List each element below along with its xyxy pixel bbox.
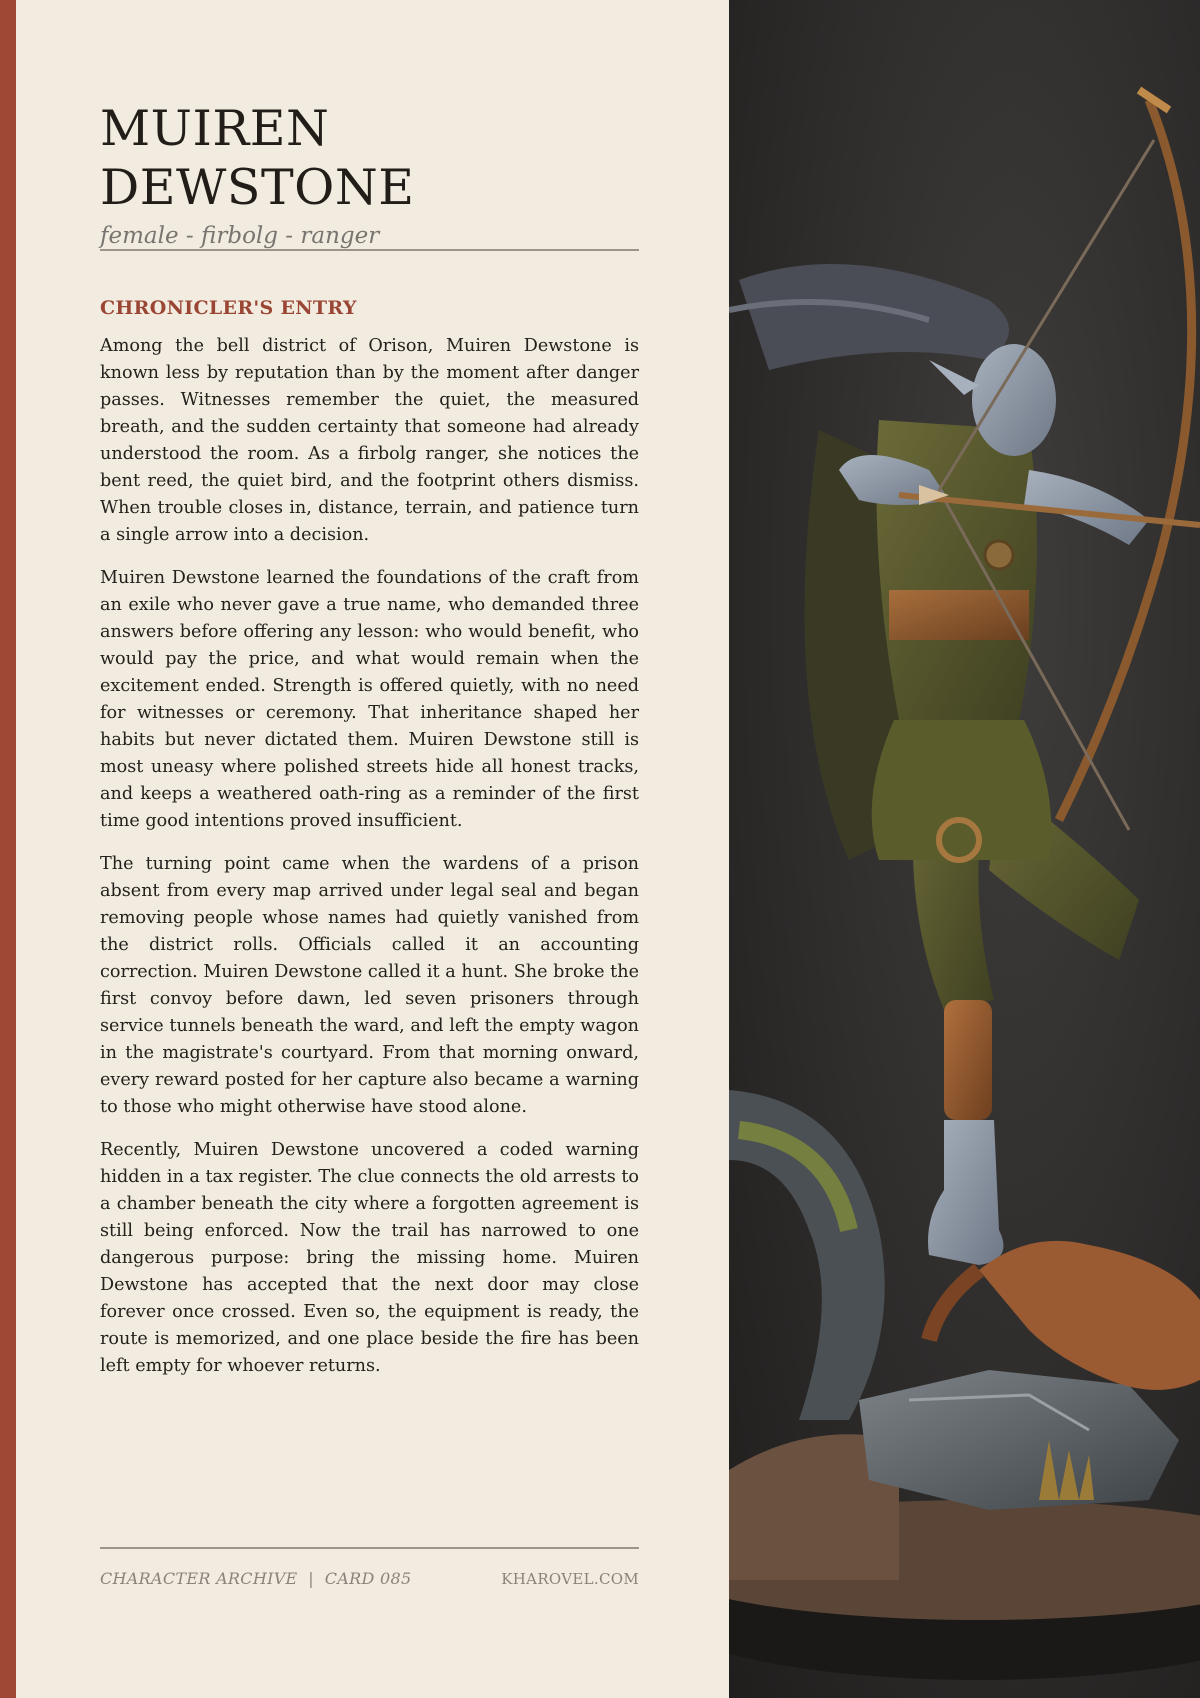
- card-header: [100, 100, 639, 251]
- site-link[interactable]: KHAROVEL.COM: [501, 1570, 639, 1588]
- chronicle-paragraph: The turning point came when the wardens of a prison absent from every map arrived under legal seal and began removing people whose names had quietly vanished from the district rolls. Officials called it an accounting correction. Muiren Dewstone called it a hunt. She broke the first convoy before dawn, led seven prisoners through service tunnels beneath the ward, and left the empty wagon in the magistrate's courtyard. From that morning onward, every reward posted for her capture also became a warning to those who might otherwise have stood alone.: [100, 854, 639, 1117]
- chronicle-paragraph: Recently, Muiren Dewstone uncovered a coded warning hidden in a tax register. The clue connects the old arrests to a chamber beneath the city where a forgotten agreement is still being enforced. Now the trail has narrowed to one dangerous purpose: bring the missing home. Muiren Dewstone has accepted that the next door may close forever once crossed. Even so, the equipment is ready, the route is memorized, and one place beside the fire has been left empty for whoever returns.: [100, 1140, 639, 1376]
- chronicle-section: [100, 297, 639, 1396]
- character-name: MUIREN DEWSTONE: [100, 100, 415, 216]
- text-panel: [16, 0, 729, 1698]
- footer-divider: [100, 1547, 639, 1549]
- card-footer: [100, 1569, 639, 1588]
- archive-label: CHARACTER ARCHIVE | CARD 085: [100, 1569, 412, 1588]
- section-title: CHRONICLER'S ENTRY: [100, 297, 357, 319]
- miniature-illustration: [729, 0, 1200, 1698]
- chronicle-paragraph: Muiren Dewstone learned the foundations of the craft from an exile who never gave a true name, who demanded three answers before offering any lesson: who would benefit, who would pay the price, and what would remain when the excitement ended. Strength is offered quietly, with no need for witnesses or ceremony. That inheritance shaped her habits but never dictated them. Muiren Dewstone still is most uneasy where polished streets hide all honest tracks, and keeps a weathered oath-ring as a reminder of the first time good intentions proved insufficient.: [100, 568, 639, 831]
- character-miniature-image: [729, 0, 1200, 1698]
- accent-bar: [0, 0, 16, 1698]
- character-descriptor: female - firbolg - ranger: [100, 222, 380, 249]
- header-divider: [100, 249, 639, 251]
- chronicle-paragraph: Among the bell district of Orison, Muiren Dewstone is known less by reputation than by the moment after danger passes. Witnesses remember the quiet, the measured breath, and the sudden certainty that someone had already understood the room. As a firbolg ranger, she notices the bent reed, the quiet bird, and the footprint others dismiss. When trouble closes in, distance, terrain, and patience turn a single arrow into a decision.: [100, 336, 639, 545]
